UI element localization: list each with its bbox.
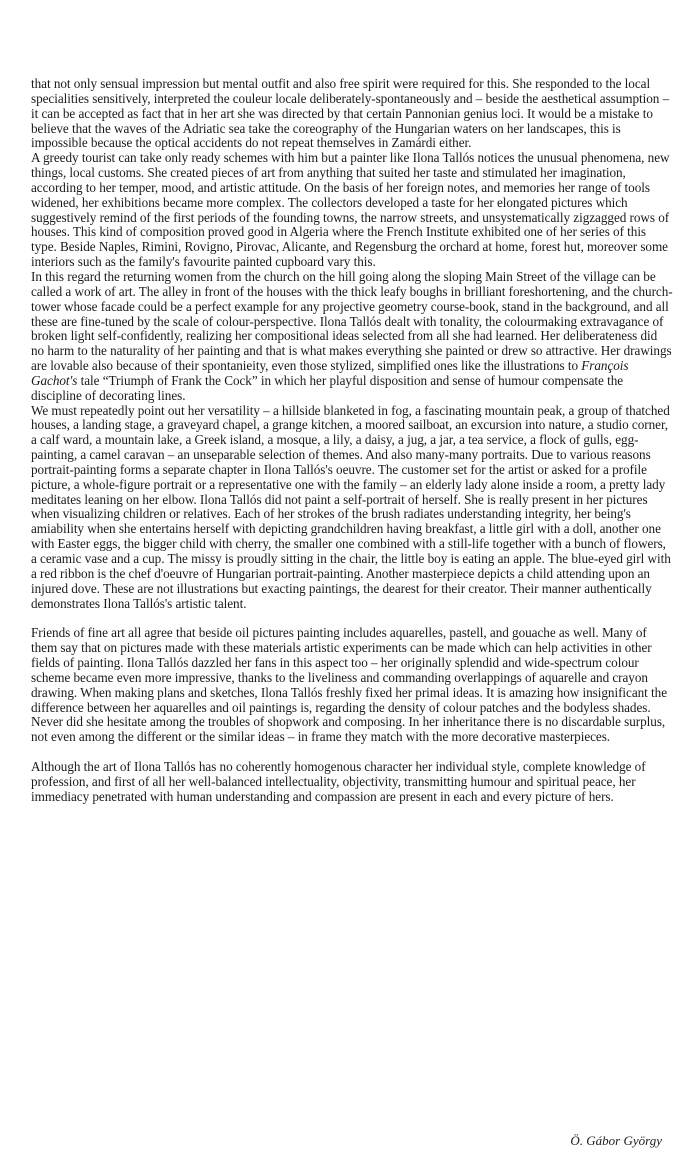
paragraph: Friends of fine art all agree that beside oil pictures painting includes aquarelles, pastell, and gouache as well. Many of them say that on pictures made with these materials artistic experiments can be made which can help activities in other fields of painting. Ilona Tallós dazzled her fans in this aspect too – her originally splendid and wide-spectrum colour scheme became even more impressive, thanks to the liveliness and commanding overlappings of aquarelle and crayon drawing. When making plans and sketches, Ilona Tallós freshly fixed her primal ideas. It is amazing how insignificant the difference between her aquarelles and oil paintings is, regarding the density of colour patches and the bodyless shades. Never did she hesitate among the troubles of shopwork and composing. In her inheritance there is no discardable surplus, not even among the different or the similar ideas – in frame they match with the more decorative masterpieces.	[31, 625, 667, 745]
paragraph-text: tale “Triumph of Frank the Cock” in which her playful disposition and sense of humour compensate the discipline of decorating lines.	[31, 372, 624, 403]
paragraph	[31, 270, 673, 404]
paragraph-gap	[31, 745, 673, 760]
paragraph: Although the art of Ilona Tallós has no coherently homogenous character her individual style, complete knowledge of profession, and first of all her well-balanced intellectuality, objectivity, transmitting humour and spiritual peace, her immediacy penetrated with human understanding and compassion are present in each and every picture of hers.	[31, 759, 646, 804]
paragraph-gap	[31, 611, 673, 626]
author-signature: Ö. Gábor György	[570, 1133, 662, 1148]
paragraph: A greedy tourist can take only ready schemes with him but a painter like Ilona Tallós notices the unusual phenomena, new things, local customs. She created pieces of art from anything that suited her taste and stimulated her imagination, according to her temper, mood, and artistic attitude. On the basis of her foreign notes, and memories her range of tools widened, her exhibitions became more complex. The collectors developed a taste for her elongated pictures which suggestively remind of the first periods of the founding towns, the narrow streets, and unsystematically zigzagged rows of houses. This kind of composition proved good in Algeria where the French Institute exhibited one of her series of this type. Beside Naples, Rimini, Rovigno, Pirovac, Alicante, and Regensburg the orchard at home, forest hut, moreover some interiors such as the family's favourite painted cupboard vary this.	[31, 150, 670, 270]
paragraph: We must repeatedly point out her versatility – a hillside blanketed in fog, a fascinating mountain peak, a group of thatched houses, a landing stage, a graveyard chapel, a grange kitchen, a moored sailboat, an excursion into nature, a studio corner, a calf ward, a mountain lake, a Greek island, a mosque, a lily, a daisy, a jug, a jar, a tea service, a flock of gulls, egg-painting, a camel caravan – an unseparable selection of themes. And also many-many portraits. Due to various reasons portrait-painting forms a separate chapter in Ilona Tallós's oeuvre. The customer set for the artist or asked for a profile picture, a whole-figure portrait or a representative one with the family – an elderly lady alone inside a room, a pretty lady meditates leaning on her elbow. Ilona Tallós did not paint a self-portrait of herself. She is really present in her pictures when visualizing children or relatives. Each of her strokes of the brush radiates understanding integrity, her being's amiability when she entertains herself with depicting grandchildren having breakfast, a little girl with a doll, another one with Easter eggs, the bigger child with cherry, the smaller one combined with a still-life together with a bunch of flowers, a ceramic vase and a cup. The missy is proudly sitting in the chair, the little boy is eating an apple. The blue-eyed girl with a red ribbon is the chef d'oeuvre of Hungarian portrait-painting. Another masterpiece depicts a child attending upon an injured dove. These are not illustrations but exacting paintings, the dearest for their creator. Their manner authentically demonstrates Ilona Tallós's artistic talent.	[31, 402, 671, 611]
article-body	[31, 77, 673, 805]
author-name-italic: François Gachot's	[31, 358, 629, 388]
paragraph: that not only sensual impression but mental outfit and also free spirit were required for this. She responded to the local specialities sensitively, interpreted the couleur locale deliberately-spontaneously and – beside the aesthetical assumption – it can be accepted as fact that in her art she was directed by that certain Pannonian genius loci. It would be a mistake to believe that the waves of the Adriatic sea take the coreography of the Hungarian waters on her landscapes, this is impossible because the optical accidents do not repeat themselves in Zamárdi either.	[31, 76, 670, 151]
paragraph-text: In this regard the returning women from the church on the hill going along the sloping Main Street of the village can be called a work of art. The alley in front of the houses with the thick leafy boughs in brilliant foreshortening, and the church-tower whose facade could be a perfect example for any projective geometry course-book, stand in the background, and all these are fine-tuned by the scale of colour-perspective. Ilona Tallós dealt with tonality, the colourmaking extravagance of broken light self-confidently, realizing her compositional ideas selected from all she had learned. Her deliberateness did no harm to the naturality of her painting and that is what makes everything she painted or drew so attractive. Her drawings are lovable also because of their spontanieity, even those stylized, simplified ones like the illustrations to	[31, 268, 673, 374]
